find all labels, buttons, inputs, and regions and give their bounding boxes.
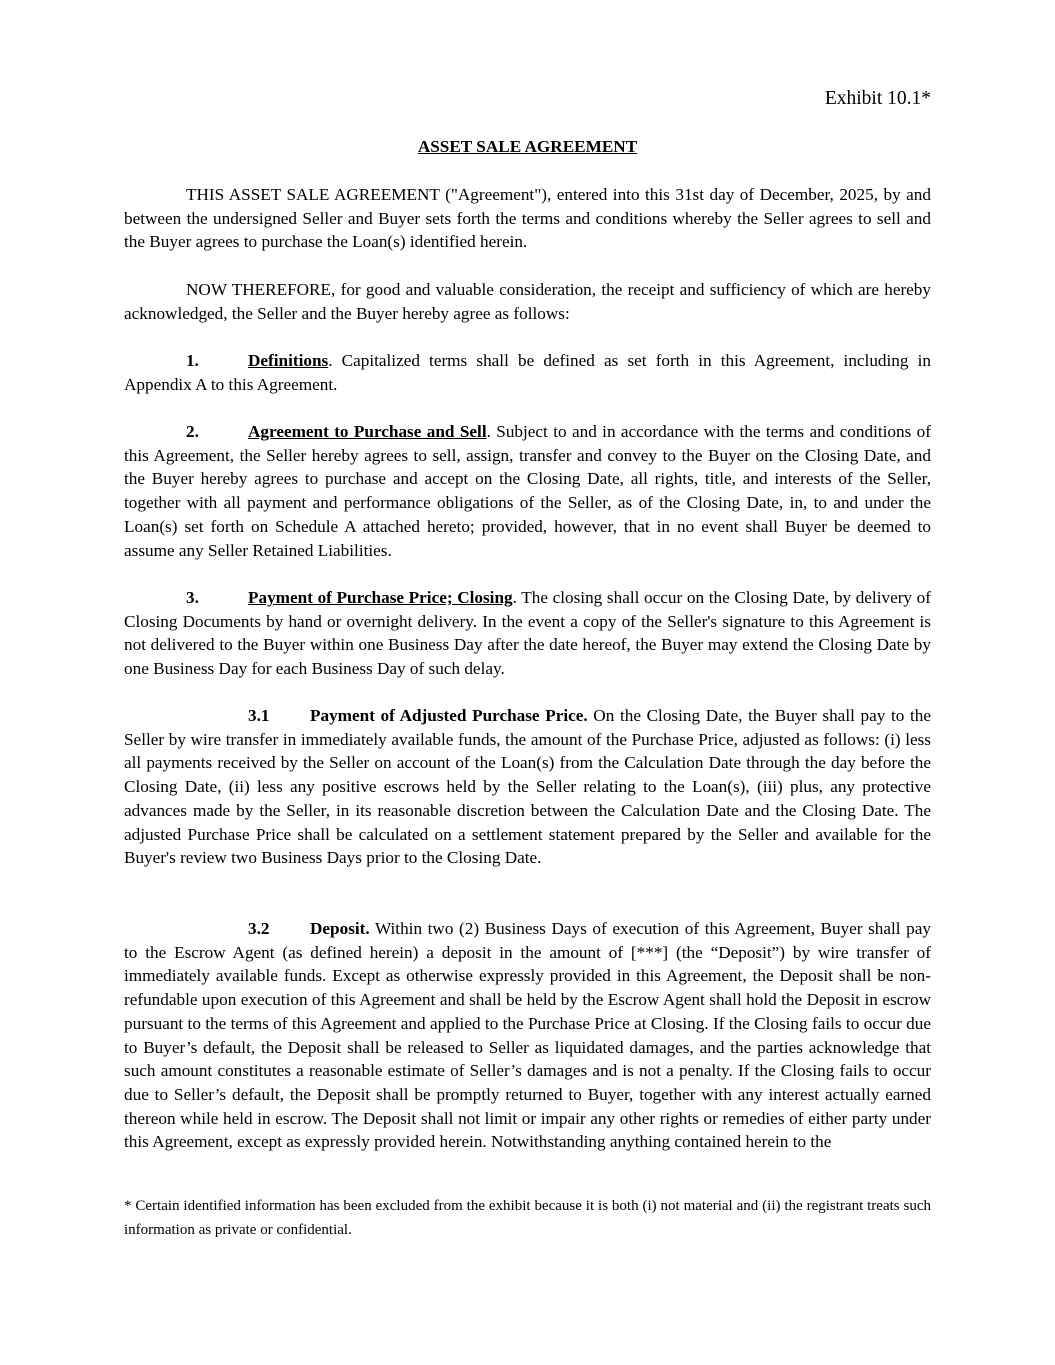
recital-paragraph: NOW THEREFORE, for good and valuable consideration, the receipt and sufficiency of which are hereby acknowledged, the Seller and the Buyer hereby agree as follows: — [124, 280, 931, 323]
section-2 — [124, 420, 931, 562]
section-3-1-heading: Payment of Adjusted Purchase Price. — [310, 706, 588, 725]
document-page — [124, 0, 931, 1365]
section-1-heading: Definitions — [248, 351, 329, 370]
exhibit-label: Exhibit 10.1* — [824, 88, 931, 109]
section-3-2-heading: Deposit. — [310, 919, 370, 938]
section-2-body: . Subject to and in accordance with the terms and conditions of this Agreement, the Seller hereby agrees to sell, assign, transfer and convey to the Buyer on the Closing Date, and the Buyer hereby agrees to purchase and accept on the Closing Date, all rights, title, and interests of the Seller, together with all payment and performance obligations of the Seller, as of the Closing Date, in, to and under the Loan(s) set forth on Schedule A attached hereto; provided, however, that in no event shall Buyer be deemed to assume any Seller Retained Liabilities. — [124, 422, 931, 560]
section-2-heading: Agreement to Purchase and Sell — [248, 422, 487, 441]
footnote: * Certain identified information has been excluded from the exhibit because it is both (i) not material and (ii) the registrant treats such information as private or confidential. — [124, 1198, 931, 1238]
section-3-1 — [124, 704, 931, 870]
section-3-number: 3. — [186, 588, 199, 607]
section-3-2-body: Within two (2) Business Days of execution of this Agreement, Buyer shall pay to the Escrow Agent (as defined herein) a deposit in the amount of [***] (the “Deposit”) by wire transfer of immediately available funds. Except as otherwise expressly provided in this Agreement, the Deposit shall be non-refundable upon execution of this Agreement and shall be held by the Escrow Agent shall hold the Deposit in escrow pursuant to the terms of this Agreement and applied to the Purchase Price at Closing. If the Closing fails to occur due to Buyer’s default, the Deposit shall be released to Seller as liquidated damages, and the parties acknowledge that such amount constitutes a reasonable estimate of Seller’s damages and is not a penalty. If the Closing fails to occur due to Seller’s default, the Deposit shall be promptly returned to Buyer, together with any interest actually earned thereon while held in escrow. The Deposit shall not limit or impair any other rights or remedies of either party under this Agreement, except as expressly provided herein. Notwithstanding anything contained herein to the — [124, 919, 931, 1152]
section-1-number: 1. — [186, 351, 199, 370]
section-2-number: 2. — [186, 422, 199, 441]
section-3 — [124, 586, 931, 681]
section-1-body: . Capitalized terms shall be defined as set forth in this Agreement, including in Appendix A to this Agreement. — [124, 351, 931, 394]
section-3-heading: Payment of Purchase Price; Closing — [248, 588, 513, 607]
intro-paragraph: THIS ASSET SALE AGREEMENT ("Agreement"), entered into this 31st day of December, 2025, by and between the undersigned Seller and Buyer sets forth the terms and conditions whereby the Seller agrees to sell and the Buyer agrees to purchase the Loan(s) identified herein. — [124, 185, 931, 252]
section-3-1-number: 3.1 — [248, 706, 270, 725]
section-3-1-body: On the Closing Date, the Buyer shall pay to the Seller by wire transfer in immediately available funds, the amount of the Purchase Price, adjusted as follows: (i) less all payments received by the Seller on account of the Loan(s) from the Calculation Date through the day before the Closing Date, (ii) less any positive escrows held by the Seller relating to the Loan(s), (iii) plus, any protective advances made by the Seller, in its reasonable discretion between the Calculation Date and the Closing Date. The adjusted Purchase Price shall be calculated on a settlement statement prepared by the Seller and available for the Buyer's review two Business Days prior to the Closing Date. — [124, 706, 931, 868]
section-1 — [124, 349, 931, 396]
section-3-body: . The closing shall occur on the Closing Date, by delivery of Closing Documents by hand or overnight delivery. In the event a copy of the Seller's signature to this Agreement is not delivered to the Buyer within one Business Day after the date hereof, the Buyer may extend the Closing Date by one Business Day for each Business Day of such delay. — [124, 588, 931, 679]
document-title: ASSET SALE AGREEMENT — [417, 137, 638, 156]
section-3-2-number: 3.2 — [248, 919, 270, 938]
section-3-2 — [124, 917, 931, 1154]
